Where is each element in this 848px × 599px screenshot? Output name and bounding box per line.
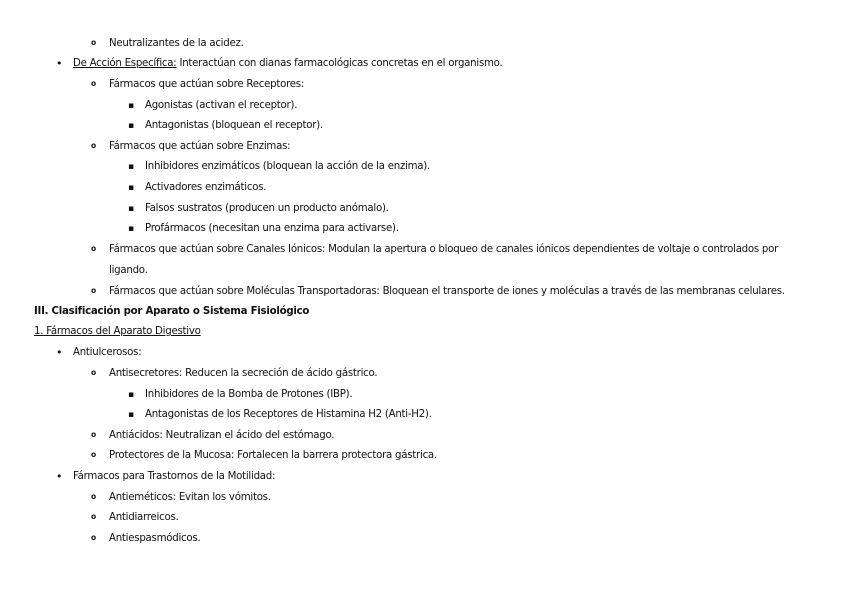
bullet-disc bbox=[56, 346, 62, 360]
list-item-level2: Neutralizantes de la acidez. bbox=[109, 38, 244, 49]
list-item-level3: Antagonistas de los Receptores de Histamina H2 (Anti-H2). bbox=[145, 409, 432, 420]
list-item-level1: Fármacos para Trastornos de la Motilidad: bbox=[73, 471, 276, 482]
bullet-circle bbox=[91, 511, 96, 524]
list-item-level3: Agonistas (activan el receptor). bbox=[145, 100, 298, 111]
list-item-level2: Protectores de la Mucosa: Fortalecen la barrera protectora gástrica. bbox=[109, 450, 437, 461]
list-item-continuation: ligando. bbox=[109, 265, 148, 276]
list-item-level2: Fármacos que actúan sobre Enzimas: bbox=[109, 141, 291, 152]
bullet-disc bbox=[56, 470, 62, 484]
list-item-level2: Fármacos que actúan sobre Canales Iónicos: Modulan la apertura o bloqueo de canales iónicos dependientes de voltaje o controlados por bbox=[109, 244, 779, 255]
bullet-circle bbox=[91, 37, 96, 50]
list-item-level2: Antidiarreicos. bbox=[109, 512, 179, 523]
bullet-circle bbox=[91, 491, 96, 504]
bullet-square bbox=[128, 202, 134, 216]
bullet-square bbox=[128, 408, 134, 422]
list-item-level1 bbox=[73, 57, 502, 70]
list-item-level2: Antiácidos: Neutralizan el ácido del estómago. bbox=[109, 430, 335, 441]
bullet-circle bbox=[91, 449, 96, 462]
bullet-circle bbox=[91, 78, 96, 91]
bullet-circle bbox=[91, 140, 96, 153]
term-underlined: De Acción Específica: bbox=[73, 58, 177, 69]
section-heading: III. Clasificación por Aparato o Sistema Fisiológico bbox=[34, 306, 310, 317]
list-item-level1: Antiulcerosos: bbox=[73, 347, 142, 358]
bullet-disc bbox=[56, 57, 62, 71]
bullet-square bbox=[128, 222, 134, 236]
bullet-circle bbox=[91, 243, 96, 256]
list-item-level3: Antagonistas (bloquean el receptor). bbox=[145, 120, 323, 131]
list-item-level2: Antisecretores: Reducen la secreción de ácido gástrico. bbox=[109, 368, 378, 379]
bullet-circle bbox=[91, 429, 96, 442]
list-item-level2: Antiespasmódicos. bbox=[109, 533, 201, 544]
bullet-circle bbox=[91, 285, 96, 298]
bullet-square bbox=[128, 119, 134, 133]
list-item-level3: Inhibidores enzimáticos (bloquean la acción de la enzima). bbox=[145, 161, 431, 172]
list-item-level3: Inhibidores de la Bomba de Protones (IBP). bbox=[145, 389, 353, 400]
list-item-level2: Fármacos que actúan sobre Moléculas Transportadoras: Bloquean el transporte de iones y moléculas a través de las membranas celulares. bbox=[109, 286, 785, 297]
bullet-square bbox=[128, 99, 134, 113]
list-item-level3: Falsos sustratos (producen un producto anómalo). bbox=[145, 203, 389, 214]
bullet-square bbox=[128, 160, 134, 174]
bullet-circle bbox=[91, 532, 96, 545]
list-item-level2: Fármacos que actúan sobre Receptores: bbox=[109, 79, 305, 90]
list-item-level3: Activadores enzimáticos. bbox=[145, 182, 267, 193]
bullet-square bbox=[128, 181, 134, 195]
term-description: Interactúan con dianas farmacológicas concretas en el organismo. bbox=[176, 58, 503, 69]
list-item-level2: Antieméticos: Evitan los vómitos. bbox=[109, 492, 271, 503]
subsection-heading: 1. Fármacos del Aparato Digestivo bbox=[34, 326, 201, 337]
bullet-circle bbox=[91, 367, 96, 380]
list-item-level3: Profármacos (necesitan una enzima para activarse). bbox=[145, 223, 399, 234]
bullet-square bbox=[128, 388, 134, 402]
